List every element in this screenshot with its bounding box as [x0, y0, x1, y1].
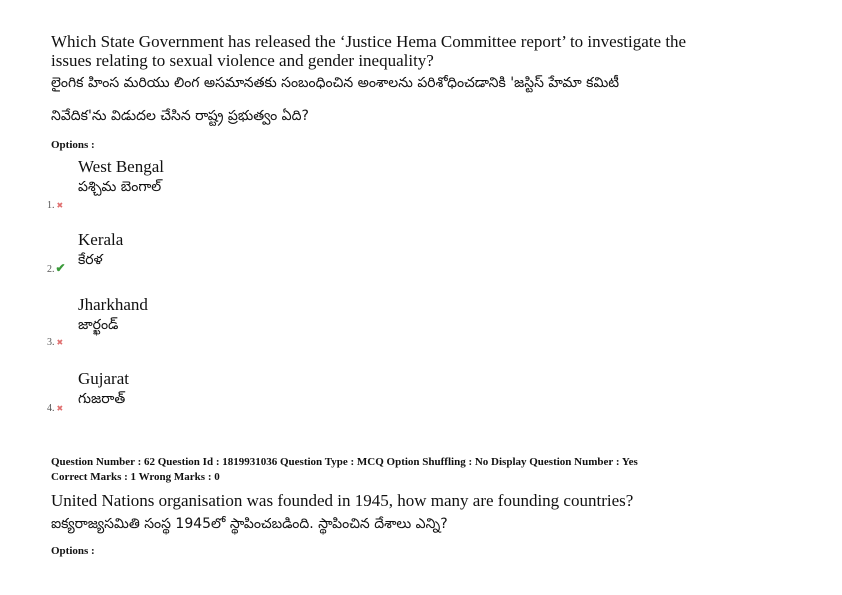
question-2-options-label: Options : — [51, 545, 95, 557]
option-1-number — [47, 200, 63, 211]
option-2-num-text: 2. — [47, 264, 55, 275]
option-2-en: Kerala — [78, 230, 124, 249]
option-1-num-text: 1. — [47, 200, 55, 211]
options-label: Options : — [51, 139, 95, 151]
option-4-en: Gujarat — [78, 369, 129, 388]
correct-check-icon: ✔ — [55, 261, 66, 275]
option-4-number — [47, 403, 63, 414]
option-3-number — [47, 337, 63, 348]
question-1-line-2: issues relating to sexual violence and gender inequality? — [51, 51, 434, 70]
option-4-te: గుజరాత్ — [78, 391, 126, 407]
question-1-te-line-1: లైంగిక హింస మరియు లింగ అసమానతకు సంబంధించిన అంశాలను పరిశోధించడానికి 'జస్టిస్ హేమా కమిటీ — [51, 75, 620, 91]
question-2-meta: Question Number : 62 Question Id : 1819931036 Question Type : MCQ Option Shuffling : No Display Question Number : Yes — [51, 456, 638, 468]
option-3-num-text: 3. — [47, 337, 55, 348]
question-1-line-1: Which State Government has released the ‘Justice Hema Committee report’ to investigate the — [51, 32, 687, 51]
option-1-te: పశ్చిమ బెంగాల్ — [78, 179, 162, 195]
question-1-text-en — [51, 32, 791, 70]
question-2-marks: Correct Marks : 1 Wrong Marks : 0 — [51, 471, 220, 483]
question-1-text-te — [51, 72, 791, 127]
option-2-number — [47, 261, 66, 276]
option-4-num-text: 4. — [47, 403, 55, 414]
option-2-te: కేరళ — [78, 252, 103, 268]
question-2-text-te: ఐక్యరాజ్యసమితి సంస్థ 1945లో స్థాపించబడింది. స్థాపించిన దేశాలు ఎన్ని? — [51, 516, 448, 532]
option-3-te: జార్ఖండ్ — [78, 317, 119, 333]
wrong-mark-icon: ✖ — [56, 201, 64, 210]
question-2-text-en: United Nations organisation was founded in 1945, how many are founding countries? — [51, 491, 634, 510]
option-3-en: Jharkhand — [78, 295, 148, 314]
question-1-te-line-2: నివేదిక'ను విడుదల చేసిన రాష్ట్ర ప్రభుత్వం ఏది? — [51, 108, 309, 124]
wrong-mark-icon: ✖ — [56, 404, 64, 413]
option-1-en: West Bengal — [78, 157, 164, 176]
wrong-mark-icon: ✖ — [56, 338, 64, 347]
